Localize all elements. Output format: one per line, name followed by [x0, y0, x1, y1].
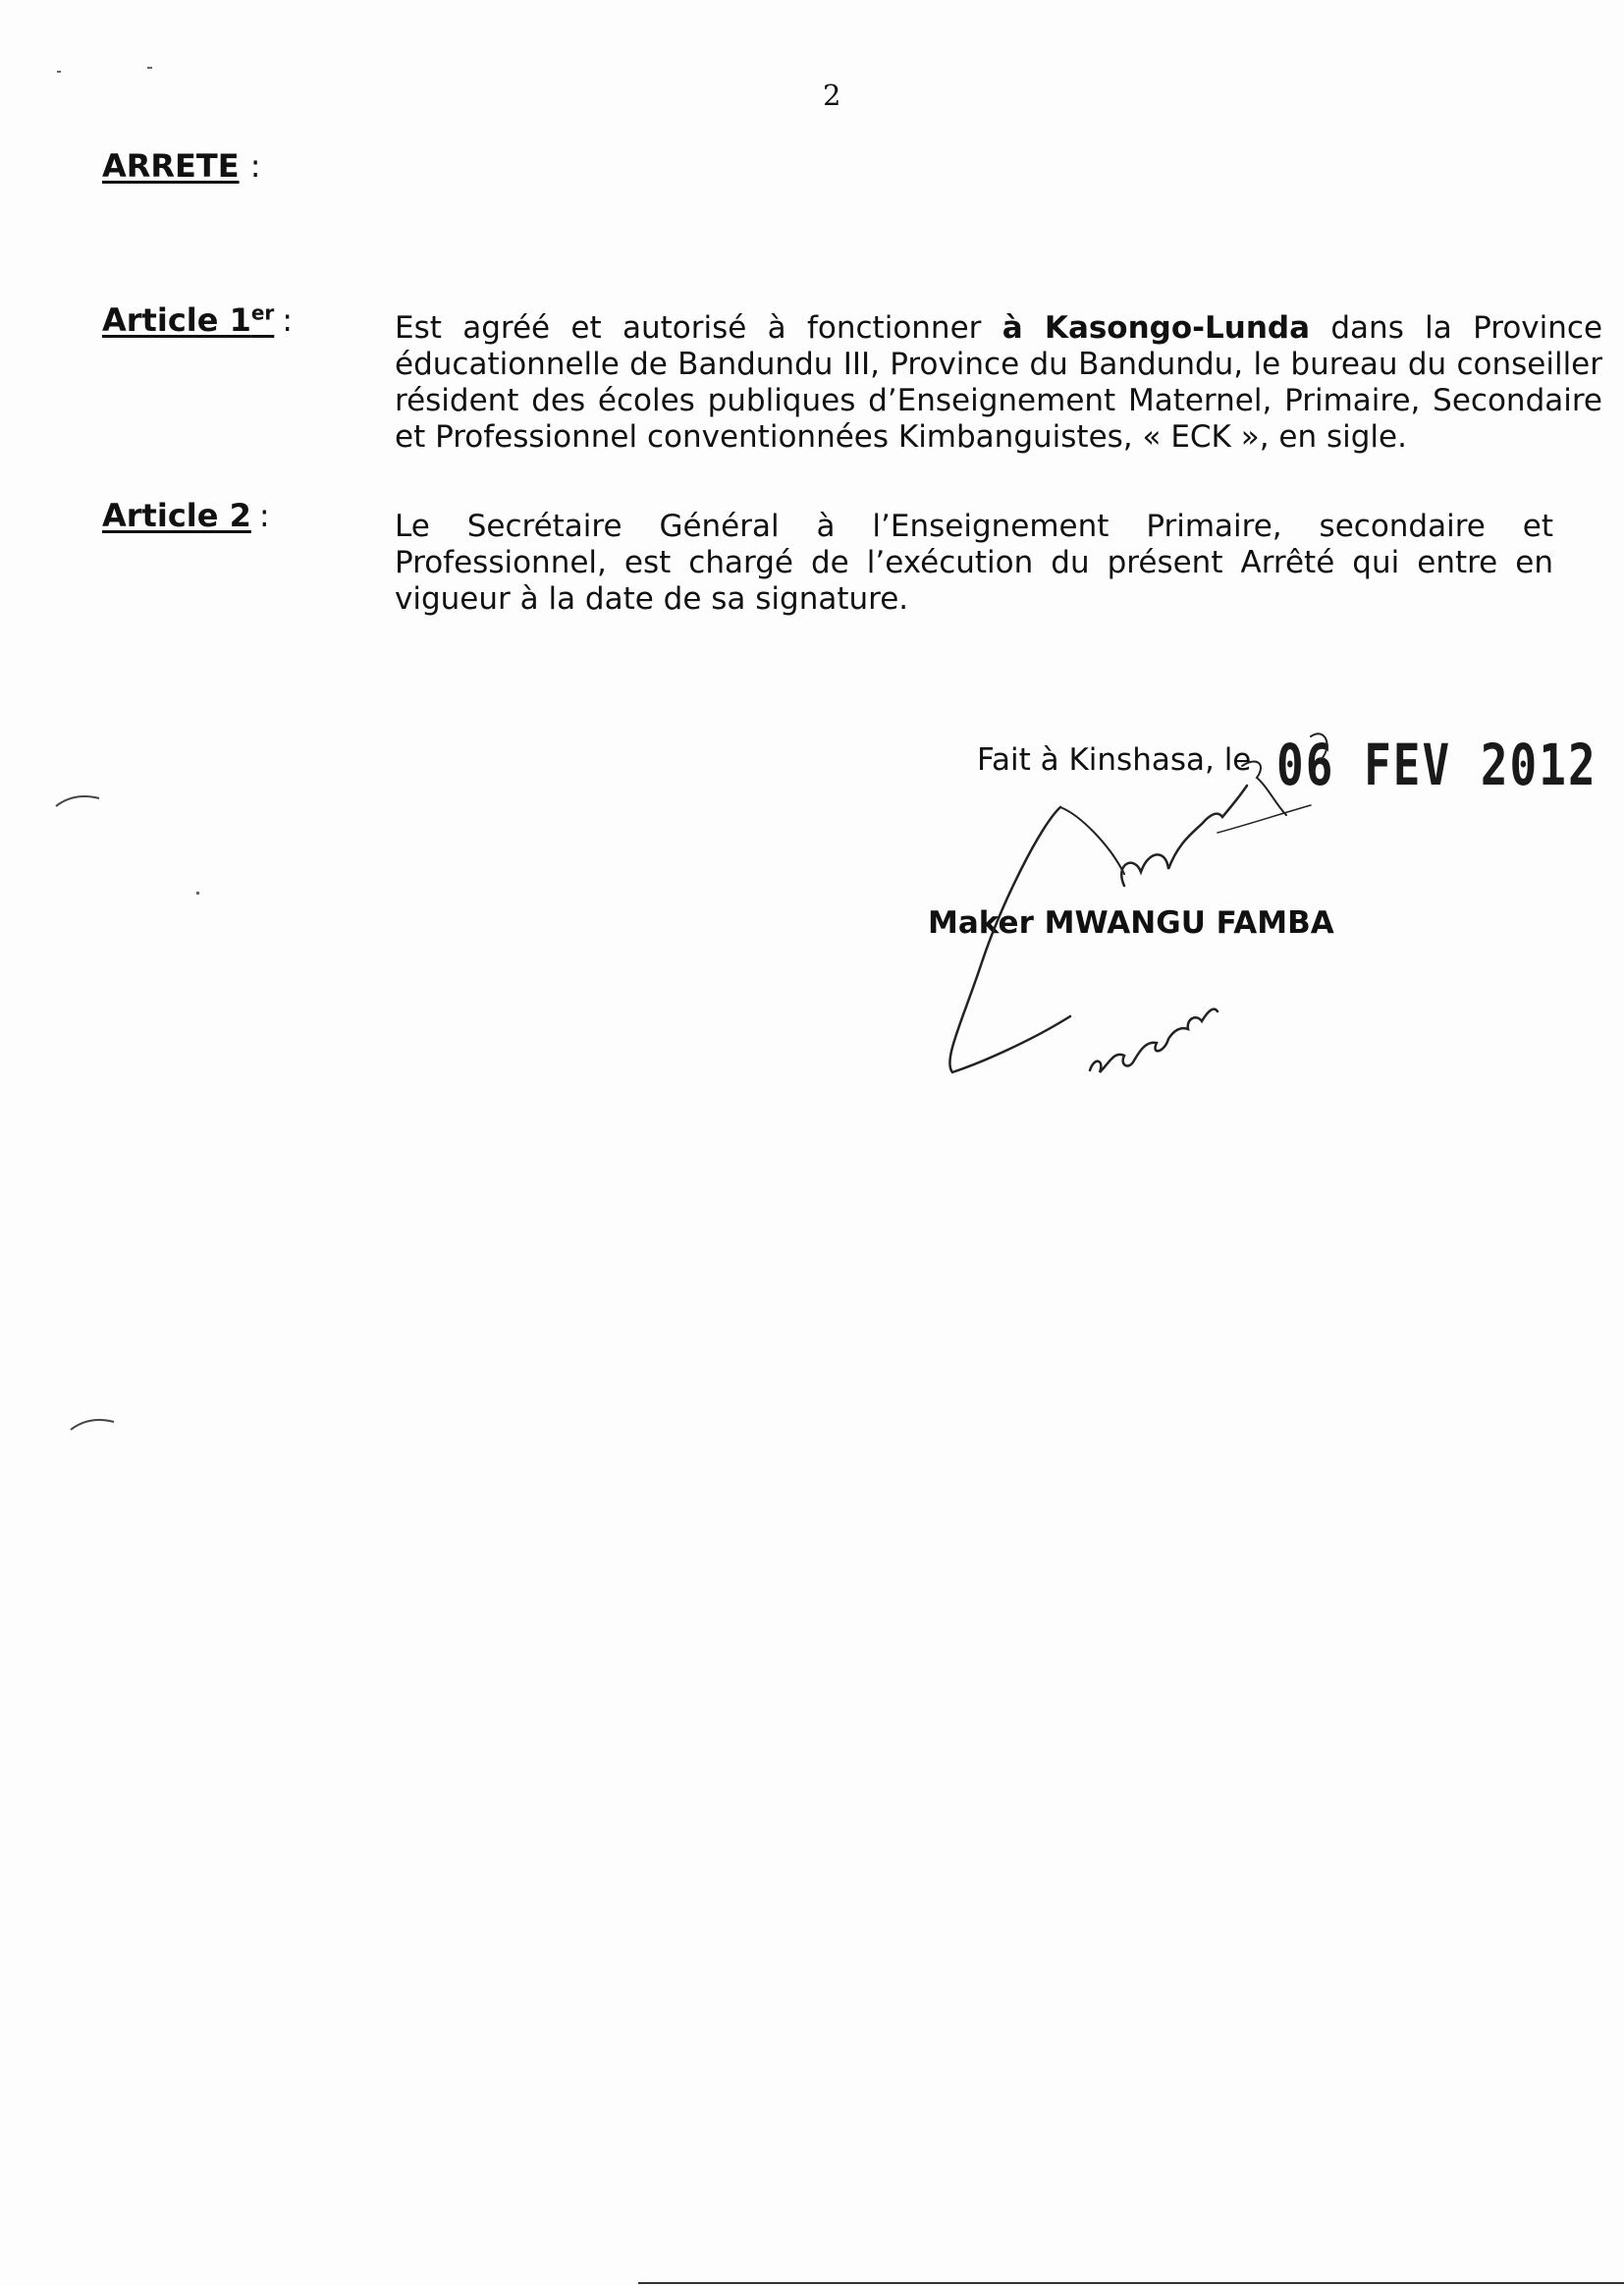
article-2-text: Le Secrétaire Général à l’Enseignement Primaire, secondaire et Professionnel, est chargé de l’exécution du présent Arrêté qui entre en vigueur à la date de sa signature.: [395, 509, 1553, 617]
article-2-label-text: Article 2: [102, 497, 251, 534]
article-1-label-sup: er: [250, 300, 275, 324]
article-2-colon: :: [258, 497, 270, 534]
stamp-date: 06 FEV 2012: [1276, 732, 1597, 798]
article-1-text-before: Est agréé et autorisé à fonctionner: [395, 310, 1002, 346]
article-1-label-text: Article 1: [102, 300, 251, 339]
bottom-rule: [638, 2282, 1624, 2284]
article-1-text: [395, 310, 1602, 456]
signer-name: Maker MWANGU FAMBA: [928, 905, 1334, 941]
page-number: 2: [823, 79, 841, 112]
place-date-prefix: Fait à Kinshasa, le: [977, 742, 1252, 778]
article-1-label: [102, 300, 293, 339]
scan-mark-left: [69, 1414, 118, 1434]
article-1-text-after: dans la Province éducationnelle de Bandundu III, Province du Bandundu, le bureau du conseiller résident des écoles publiques d’Enseignement Maternel, Primaire, Secondaire et Professionnel conventionnées Kimbanguistes, « ECK », en sigle.: [395, 310, 1603, 455]
arrete-colon: :: [249, 147, 261, 185]
handwritten-signature: [923, 717, 1375, 1090]
article-1-text-bold: à Kasongo-Lunda: [1001, 310, 1311, 346]
scan-mark-left: [54, 790, 103, 810]
article-2-label: [102, 497, 270, 534]
arrete-heading: [102, 147, 261, 185]
scan-speck: [147, 67, 152, 69]
scan-speck: [196, 892, 199, 895]
scan-speck: [57, 71, 61, 73]
article-1-colon: :: [282, 300, 294, 339]
arrete-title: ARRETE: [102, 147, 240, 185]
